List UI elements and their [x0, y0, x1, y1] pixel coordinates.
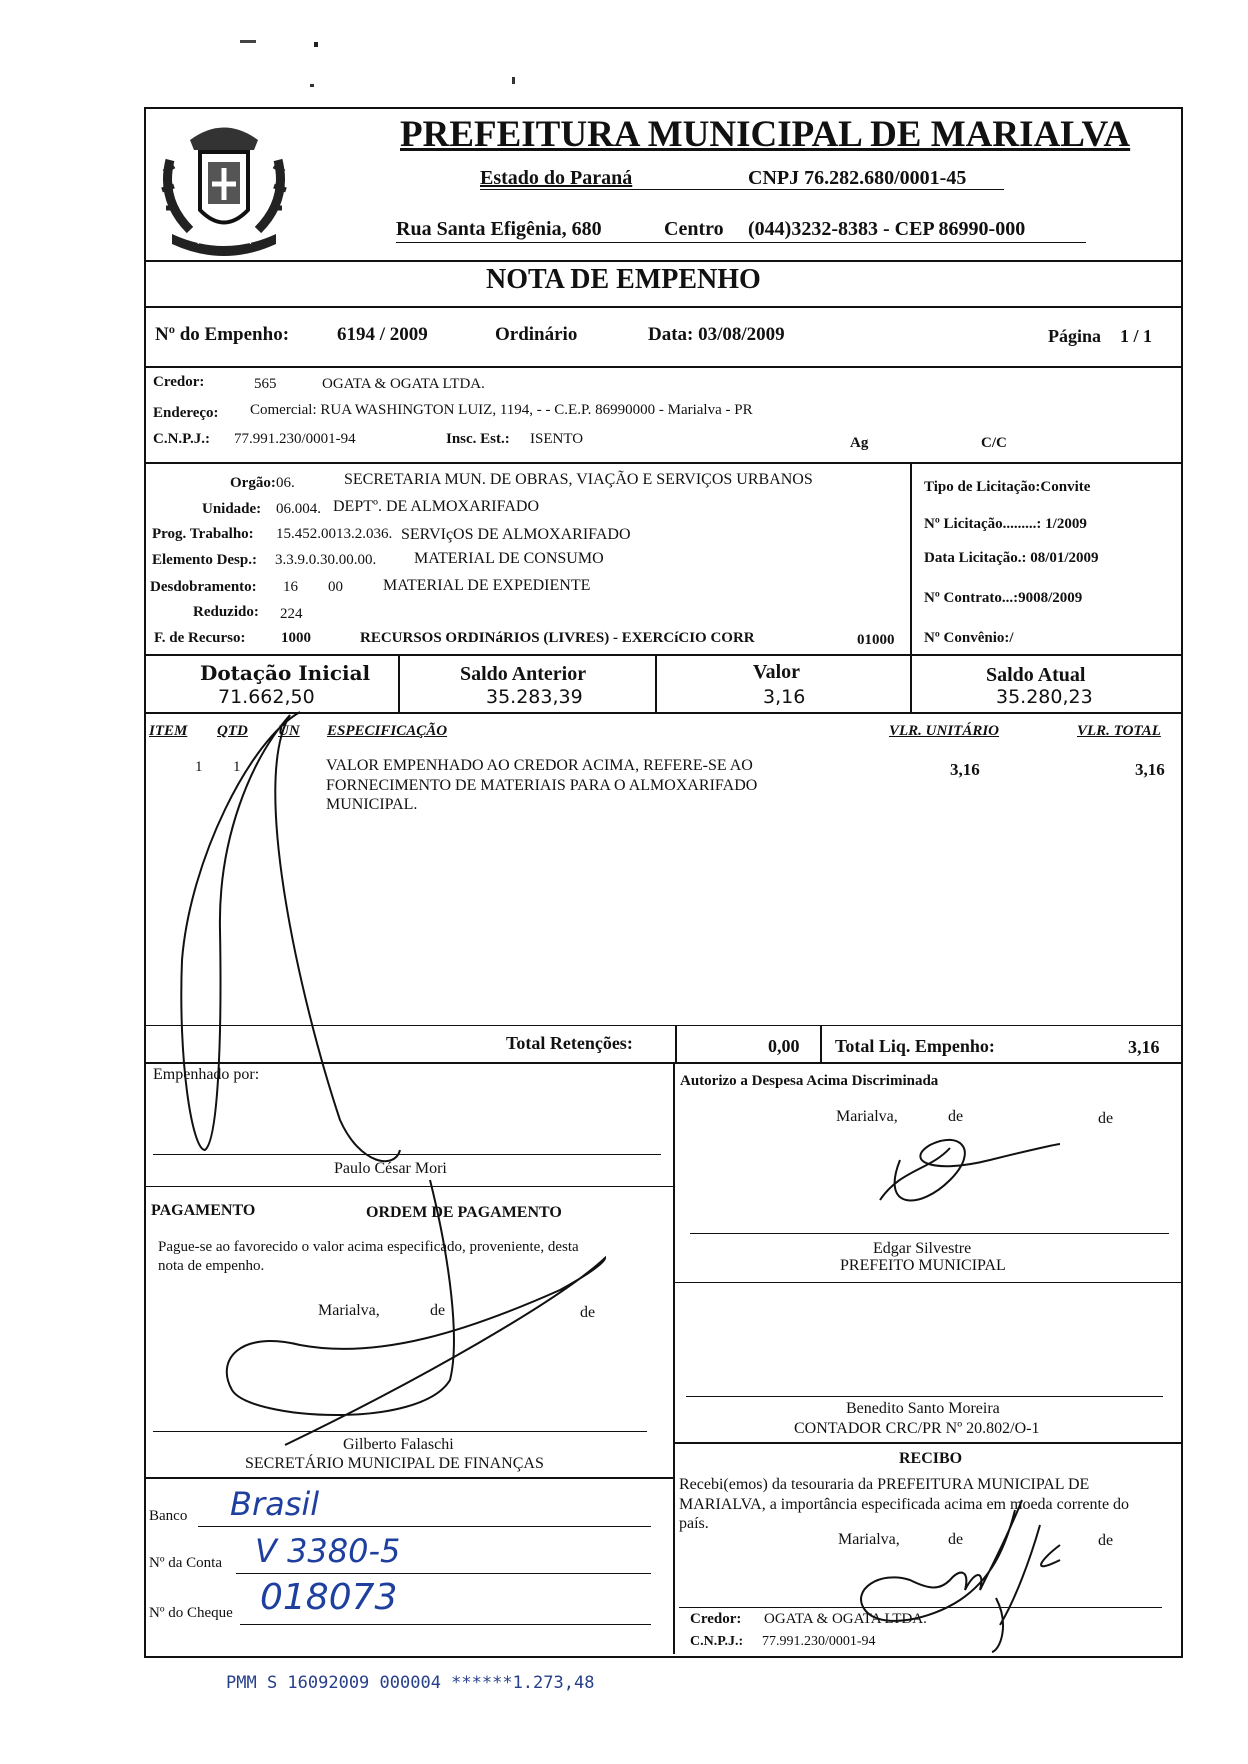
- header-rule: [480, 189, 1004, 190]
- crest-text: MARIALVA: [196, 234, 252, 247]
- col-item: ITEM: [149, 723, 188, 739]
- contador-name: Benedito Santo Moreira: [846, 1400, 1000, 1417]
- empenhado-label: Empenhado por:: [153, 1066, 260, 1083]
- totals-divider: [820, 1025, 822, 1063]
- prog-trabalho-name: SERVIçOS DE ALMOXARIFADO: [401, 526, 631, 543]
- saldo-anterior-value: 35.283,39: [486, 686, 583, 708]
- address-rule: [396, 242, 1086, 243]
- recibo-cnpj: 77.991.230/0001-94: [762, 1634, 876, 1649]
- agreement-number: Nº Convênio:/: [924, 630, 1014, 646]
- pagamento-text-2: nota de empenho.: [158, 1258, 265, 1274]
- page-label: Página: [1048, 326, 1102, 346]
- municipality-title: PREFEITURA MUNICIPAL DE MARIALVA: [400, 114, 1131, 155]
- scan-speck: [310, 84, 314, 87]
- recibo-place: Marialva,: [838, 1531, 900, 1548]
- municipality-cnpj: CNPJ 76.282.680/0001-45: [748, 167, 967, 189]
- divider: [144, 1186, 673, 1187]
- saldo-atual-value: 35.280,23: [996, 686, 1093, 708]
- signature-line: [679, 1607, 1162, 1608]
- col-un: UN: [278, 723, 300, 739]
- elemento-code: 3.3.9.0.30.00.00.: [275, 552, 377, 568]
- divider: [144, 1477, 673, 1479]
- signature-line: [690, 1233, 1169, 1234]
- divider: [673, 1442, 1181, 1444]
- signature-line: [686, 1396, 1163, 1397]
- item-qty: 1: [233, 759, 241, 775]
- autorizo-place: Marialva,: [836, 1108, 898, 1125]
- creditor-address-label: Endereço:: [153, 405, 219, 421]
- col-qtd: QTD: [217, 723, 248, 739]
- recibo-cnpj-label: C.N.P.J.:: [690, 1634, 744, 1649]
- recibo-credor: OGATA & OGATA LTDA.: [764, 1611, 927, 1627]
- desdobramento-b: 00: [328, 579, 343, 595]
- creditor-code: 565: [254, 376, 277, 392]
- prog-trabalho-code: 15.452.0013.2.036.: [276, 526, 393, 542]
- state-name: Estado do Paraná: [480, 167, 633, 189]
- col-unit-value: VLR. UNITÁRIO: [889, 723, 1000, 739]
- budget-divider: [910, 462, 912, 654]
- totals-divider: [675, 1025, 677, 1063]
- divider: [144, 654, 1181, 656]
- dotacao-value: 71.662,50: [218, 686, 315, 708]
- divider: [144, 1025, 1181, 1026]
- recibo-line1: Recebi(emos) da tesouraria da PREFEITURA MUNICIPAL DE: [679, 1476, 1090, 1493]
- agency-label: Ag: [850, 435, 869, 451]
- reduzido-label: Reduzido:: [193, 604, 259, 620]
- divider: [144, 366, 1181, 368]
- empenho-number-label: Nº do Empenho:: [155, 324, 290, 345]
- desdobramento-name: MATERIAL DE EXPEDIENTE: [383, 577, 591, 594]
- divider: [144, 260, 1181, 262]
- tender-number: Nº Licitação.........: 1/2009: [924, 516, 1087, 532]
- retencoes-value: 0,00: [768, 1036, 800, 1056]
- prefeito-name: Edgar Silvestre: [873, 1240, 972, 1257]
- saldo-anterior-label: Saldo Anterior: [460, 663, 587, 685]
- payment-print-stamp: PMM S 16092009 000004 ******1.273,48: [226, 1673, 595, 1693]
- cheque-value: 018073: [260, 1577, 398, 1618]
- fonte-code: 1000: [281, 630, 311, 646]
- conta-label: Nº da Conta: [149, 1555, 222, 1571]
- unidade-name: DEPTº. DE ALMOXARIFADO: [333, 498, 539, 515]
- scan-speck: [314, 42, 318, 47]
- pagamento-label: PAGAMENTO: [151, 1202, 256, 1219]
- unidade-code: 06.004.: [276, 501, 321, 517]
- tender-date: Data Licitação.: 08/01/2009: [924, 550, 1099, 566]
- autorizo-de-2: de: [1098, 1110, 1114, 1127]
- item-number: 1: [195, 759, 203, 775]
- recibo-line3: país.: [679, 1515, 709, 1532]
- valor-value: 3,16: [763, 686, 806, 708]
- ordem-pagamento-label: ORDEM DE PAGAMENTO: [366, 1204, 562, 1221]
- creditor-cnpj-label: C.N.P.J.:: [153, 431, 210, 447]
- balance-divider: [398, 654, 400, 712]
- divider: [144, 462, 1181, 464]
- tender-type: Tipo de Licitação:Convite: [924, 479, 1091, 495]
- contador-title: CONTADOR CRC/PR Nº 20.802/O-1: [794, 1420, 1040, 1437]
- scan-speck: [240, 40, 256, 43]
- balance-divider: [655, 654, 657, 712]
- fonte-name: RECURSOS ORDINáRIOS (LIVRES) - EXERCíCIO CORR: [360, 630, 755, 646]
- item-unit-value: 3,16: [950, 760, 980, 779]
- page-number: 1 / 1: [1120, 326, 1153, 346]
- autorizo-label: Autorizo a Despesa Acima Discriminada: [680, 1073, 939, 1089]
- liq-empenho-label: Total Liq. Empenho:: [835, 1036, 995, 1056]
- col-spec: ESPECIFICAÇÃO: [327, 723, 448, 739]
- municipal-crest: [150, 110, 298, 258]
- street-address: Rua Santa Efigênia, 680: [396, 218, 602, 240]
- recibo-de-1: de: [948, 1531, 964, 1548]
- banco-label: Banco: [149, 1508, 188, 1524]
- divider: [144, 306, 1181, 308]
- secretario-name: Gilberto Falaschi: [343, 1436, 454, 1453]
- retencoes-label: Total Retenções:: [506, 1033, 633, 1053]
- scan-speck: [512, 77, 515, 84]
- conta-value: V 3380-5: [255, 1532, 401, 1570]
- dotacao-label: Dotação Inicial: [200, 661, 371, 685]
- district: Centro: [664, 218, 724, 240]
- state-registration: ISENTO: [530, 431, 584, 447]
- fonte-label: F. de Recurso:: [154, 630, 246, 646]
- desdobramento-a: 16: [283, 579, 298, 595]
- balance-divider: [910, 654, 912, 712]
- orgao-code: 06.: [276, 475, 295, 491]
- pagamento-place: Marialva,: [318, 1302, 380, 1319]
- divider: [144, 712, 1181, 714]
- orgao-name: SECRETARIA MUN. DE OBRAS, VIAÇÃO E SERVIÇOS URBANOS: [344, 471, 813, 488]
- divider: [673, 1282, 1181, 1283]
- cheque-label: Nº do Cheque: [149, 1605, 233, 1621]
- creditor-cnpj: 77.991.230/0001-94: [234, 431, 356, 447]
- banco-line: [198, 1526, 651, 1527]
- pagamento-text-1: Pague-se ao favorecido o valor acima especificado, proveniente, desta: [158, 1239, 579, 1255]
- cheque-line: [240, 1624, 651, 1625]
- unidade-label: Unidade:: [202, 501, 262, 517]
- signature-divider: [673, 1062, 675, 1654]
- desdobramento-label: Desdobramento:: [150, 579, 257, 595]
- contract-number: Nº Contrato...:9008/2009: [924, 590, 1083, 606]
- signature-line: [153, 1431, 647, 1432]
- recibo-title: RECIBO: [899, 1450, 963, 1467]
- item-spec-line3: MUNICIPAL.: [326, 796, 418, 813]
- elemento-name: MATERIAL DE CONSUMO: [414, 550, 604, 567]
- liq-empenho-value: 3,16: [1128, 1037, 1160, 1057]
- creditor-name: OGATA & OGATA LTDA.: [322, 376, 485, 392]
- empenhado-name: Paulo César Mori: [334, 1160, 447, 1177]
- empenho-number: 6194 / 2009: [337, 324, 428, 345]
- pagamento-de-2: de: [580, 1304, 596, 1321]
- fonte-number: 01000: [857, 632, 895, 648]
- secretario-title: SECRETÁRIO MUNICIPAL DE FINANÇAS: [245, 1455, 544, 1472]
- account-label: C/C: [981, 435, 1007, 451]
- creditor-address: Comercial: RUA WASHINGTON LUIZ, 1194, - - C.E.P. 86990000 - Marialva - PR: [250, 402, 753, 418]
- elemento-label: Elemento Desp.:: [152, 552, 257, 568]
- empenho-type: Ordinário: [495, 324, 578, 345]
- document-title: NOTA DE EMPENHO: [486, 264, 761, 295]
- reduzido: 224: [280, 606, 303, 622]
- phone-cep: (044)3232-8383 - CEP 86990-000: [748, 218, 1026, 240]
- item-spec-line2: FORNECIMENTO DE MATERIAIS PARA O ALMOXARIFADO: [326, 777, 758, 794]
- valor-label: Valor: [753, 661, 801, 683]
- recibo-credor-label: Credor:: [690, 1611, 742, 1627]
- state-registration-label: Insc. Est.:: [446, 431, 510, 447]
- orgao-label: Orgão:: [230, 475, 276, 491]
- item-spec-line1: VALOR EMPENHADO AO CREDOR ACIMA, REFERE-SE AO: [326, 757, 753, 774]
- banco-value: Brasil: [230, 1485, 320, 1523]
- prefeito-title: PREFEITO MUNICIPAL: [840, 1257, 1006, 1274]
- divider: [144, 1062, 1181, 1064]
- prog-trabalho-label: Prog. Trabalho:: [152, 526, 254, 542]
- col-total-value: VLR. TOTAL: [1077, 723, 1161, 739]
- conta-line: [236, 1573, 651, 1574]
- item-total-value: 3,16: [1135, 760, 1165, 779]
- autorizo-de-1: de: [948, 1108, 964, 1125]
- creditor-label: Credor:: [153, 374, 205, 390]
- recibo-de-2: de: [1098, 1532, 1114, 1549]
- signature-line: [153, 1154, 661, 1155]
- saldo-atual-label: Saldo Atual: [986, 664, 1086, 686]
- pagamento-de-1: de: [430, 1302, 446, 1319]
- empenho-date: Data: 03/08/2009: [648, 324, 785, 345]
- recibo-line2: MARIALVA, a importância especificada acima em moeda corrente do: [679, 1496, 1130, 1513]
